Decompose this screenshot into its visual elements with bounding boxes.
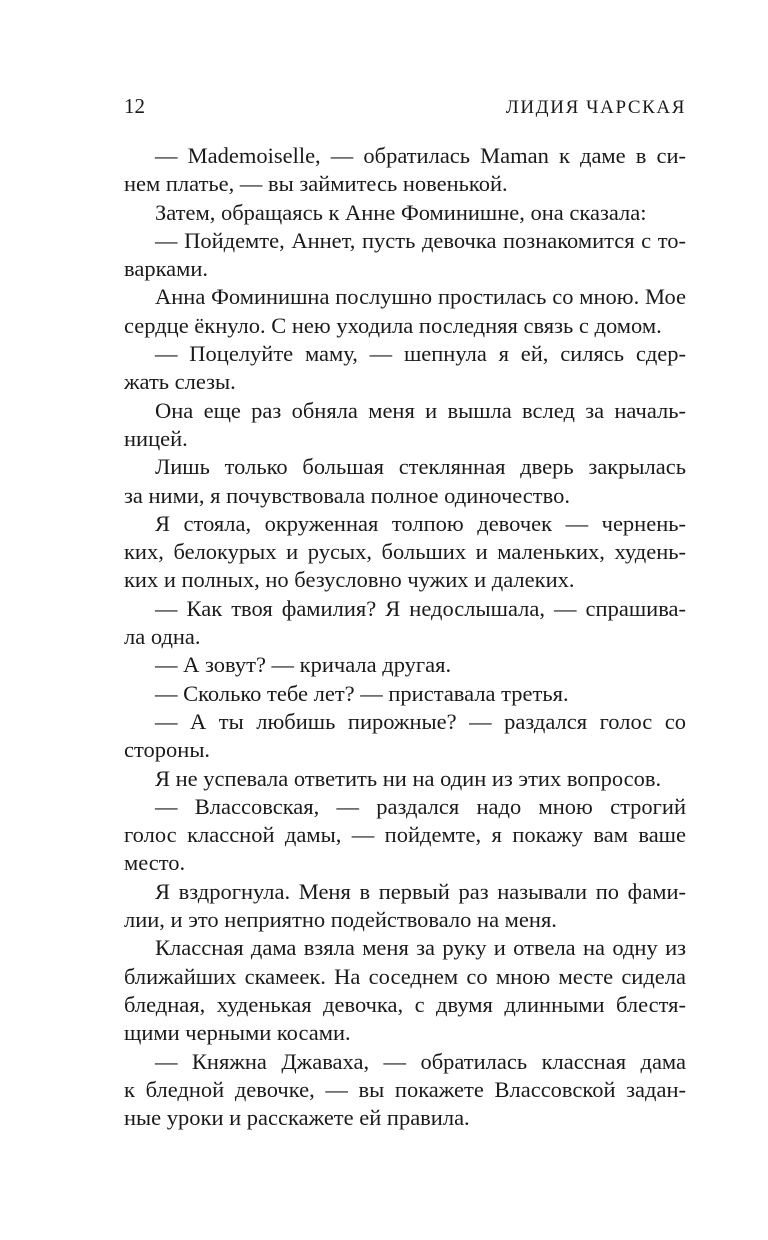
text-line: — А зовут? — кричала другая.: [155, 652, 452, 678]
paragraph: [124, 199, 686, 227]
paragraph: [124, 708, 686, 765]
text-line: голос классной дамы, — пойдемте, я покажу вам ваше: [124, 822, 686, 848]
paragraph: [124, 340, 686, 397]
text-line: бледная, худенькая девочка, с двумя длинными блестя-: [124, 991, 686, 1017]
text-line: Лишь только большая стеклянная дверь закрылась: [155, 454, 686, 480]
text-line: сердце ёкнуло. С нею уходила последняя связь с домом.: [124, 312, 662, 338]
paragraph: [124, 397, 686, 454]
paragraph: [124, 878, 686, 935]
text-line: — А ты любишь пирожные? — раздался голос со: [155, 708, 686, 734]
paragraph: [124, 793, 686, 878]
paragraph: [124, 142, 686, 199]
paragraph: [124, 510, 686, 595]
paragraph: [124, 283, 686, 340]
text-line: — Как твоя фамилия? Я недослышала, — спрашива-: [155, 595, 686, 621]
running-head: [124, 91, 686, 121]
text-line: ные уроки и расскажете ей правила.: [124, 1105, 470, 1131]
text-line: Затем, обращаясь к Анне Фоминишне, она сказала:: [155, 199, 647, 225]
paragraph: [124, 765, 686, 793]
paragraph: [124, 680, 686, 708]
text-line: — Пойдемте, Аннет, пусть девочка познакомится с то-: [155, 227, 686, 253]
text-line: Анна Фоминишна послушно простилась со мною. Мое: [155, 284, 686, 310]
text-line: — Власcовская, — раздался надо мною строгий: [155, 793, 686, 819]
text-line: Классная дама взяла меня за руку и отвела на одну из: [155, 935, 686, 961]
text-line: к бледной девочке, — вы покажете Власcовской задан-: [124, 1076, 686, 1102]
paragraph: [124, 651, 686, 679]
text-line: лии, и это неприятно подействовало на меня.: [124, 907, 557, 933]
paragraph: [124, 934, 686, 1047]
text-line: — Сколько тебе лет? — приставала третья.: [155, 680, 569, 706]
text-line: — Mademoiselle, — обратилась Maman к даме в си-: [155, 143, 686, 168]
text-line: ла одна.: [124, 624, 201, 650]
text-line: — Княжна Джаваха, — обратилась классная дама: [155, 1048, 686, 1074]
paragraph: [124, 595, 686, 652]
page-number: 12: [124, 94, 145, 118]
text-line: Я вздрогнула. Меня в первый раз называли по фами-: [155, 878, 686, 904]
text-line: щими черными косами.: [124, 1020, 351, 1046]
text-line: варками.: [124, 256, 209, 282]
text-line: нем платье, — вы займитесь новенькой.: [124, 171, 508, 197]
paragraph: [124, 1048, 686, 1133]
text-line: место.: [124, 850, 186, 876]
text-line: жать слезы.: [124, 369, 236, 395]
text-line: ближайших скамеек. На соседнем со мною месте сидела: [124, 963, 686, 989]
text-line: ницей.: [124, 425, 188, 451]
book-author: ЛИДИЯ ЧАРСКАЯ: [505, 97, 686, 118]
text-line: ких и полных, но безусловно чужих и далеких.: [124, 567, 575, 593]
body-text: [124, 142, 686, 1132]
text-line: ких, белокурых и русых, больших и маленьких, худень-: [124, 539, 686, 565]
paragraph: [124, 227, 686, 284]
text-line: Я стояла, окруженная толпою девочек — чернень-: [155, 510, 686, 536]
text-line: за ними, я почувствовала полное одиночество.: [124, 482, 570, 508]
text-line: — Поцелуйте маму, — шепнула я ей, силясь сдер-: [155, 341, 686, 367]
text-line: стороны.: [124, 737, 211, 763]
paragraph: [124, 453, 686, 510]
text-line: Я не успевала ответить ни на один из этих вопросов.: [155, 765, 662, 791]
text-line: Она еще раз обняла меня и вышла вслед за началь-: [155, 397, 686, 423]
